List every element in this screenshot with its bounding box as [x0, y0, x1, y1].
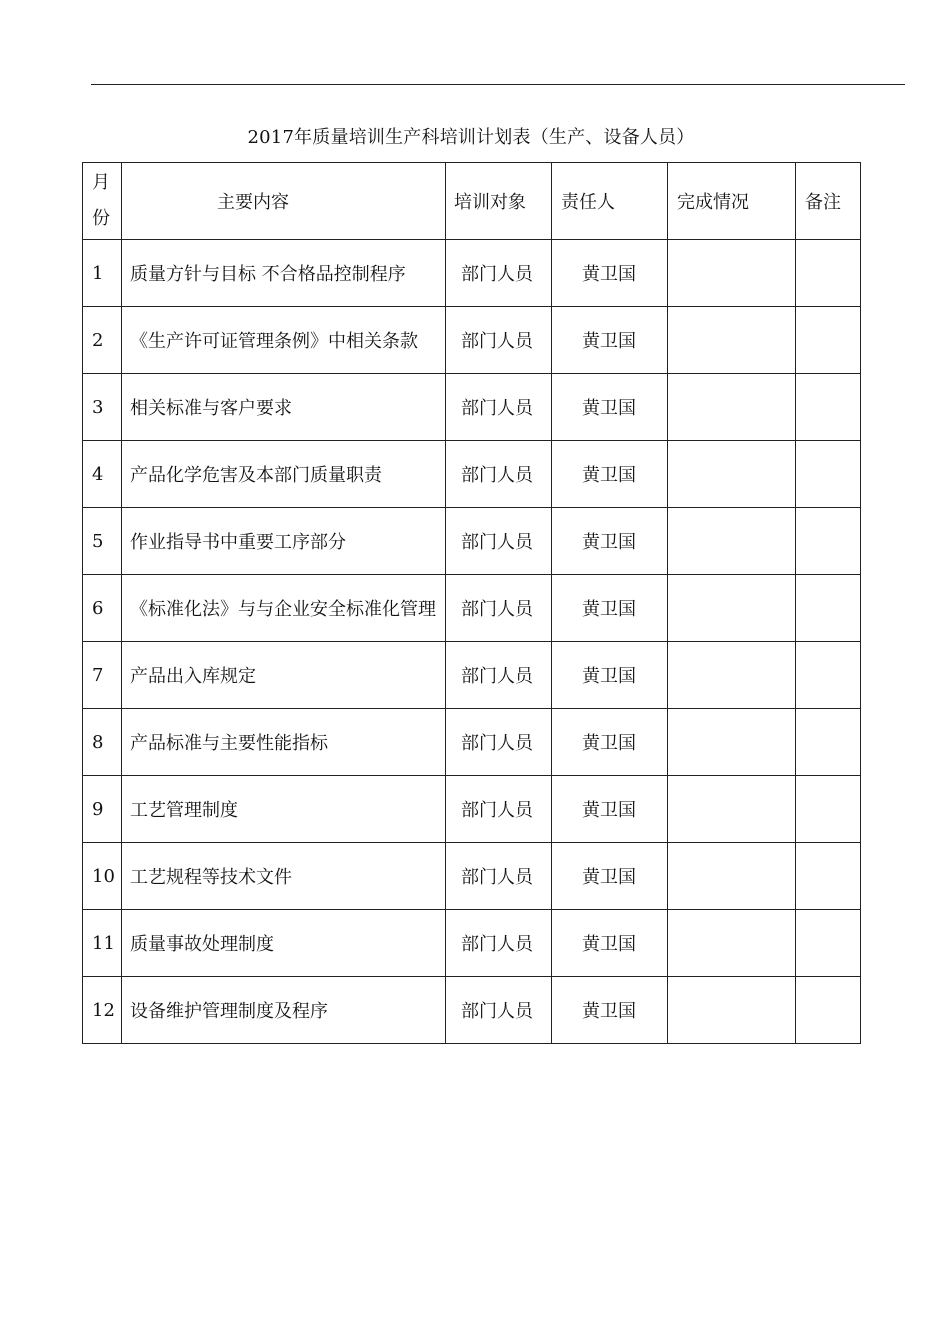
cell-status — [668, 843, 796, 910]
cell-status — [668, 776, 796, 843]
cell-month: 7 — [83, 642, 122, 709]
table-row — [83, 374, 861, 441]
cell-month: 1 — [83, 240, 122, 307]
cell-content: 相关标准与客户要求 — [122, 374, 446, 441]
cell-note — [796, 977, 861, 1044]
cell-status — [668, 709, 796, 776]
cell-status — [668, 307, 796, 374]
table-body — [83, 240, 861, 1044]
cell-status — [668, 508, 796, 575]
cell-status — [668, 642, 796, 709]
cell-target: 部门人员 — [446, 374, 552, 441]
cell-note — [796, 240, 861, 307]
cell-target: 部门人员 — [446, 642, 552, 709]
cell-note — [796, 776, 861, 843]
table-row — [83, 441, 861, 508]
cell-note — [796, 910, 861, 977]
cell-status — [668, 441, 796, 508]
cell-month: 2 — [83, 307, 122, 374]
cell-content: 设备维护管理制度及程序 — [122, 977, 446, 1044]
header-owner: 责任人 — [552, 163, 668, 240]
document-title: 2017年质量培训生产科培训计划表（生产、设备人员） — [247, 127, 695, 148]
cell-note — [796, 843, 861, 910]
cell-target: 部门人员 — [446, 307, 552, 374]
cell-owner: 黄卫国 — [552, 307, 668, 374]
table-row — [83, 575, 861, 642]
cell-owner: 黄卫国 — [552, 441, 668, 508]
cell-month: 5 — [83, 508, 122, 575]
cell-owner: 黄卫国 — [552, 508, 668, 575]
header-note: 备注 — [796, 163, 861, 240]
cell-month: 12 — [83, 977, 122, 1044]
cell-owner: 黄卫国 — [552, 575, 668, 642]
cell-target: 部门人员 — [446, 240, 552, 307]
header-target: 培训对象 — [446, 163, 552, 240]
table-row — [83, 977, 861, 1044]
cell-owner: 黄卫国 — [552, 374, 668, 441]
cell-owner: 黄卫国 — [552, 910, 668, 977]
cell-month: 9 — [83, 776, 122, 843]
cell-content: 《标准化法》与与企业安全标准化管理 — [122, 575, 446, 642]
cell-owner: 黄卫国 — [552, 642, 668, 709]
cell-month: 10 — [83, 843, 122, 910]
cell-owner: 黄卫国 — [552, 843, 668, 910]
cell-month: 8 — [83, 709, 122, 776]
cell-target: 部门人员 — [446, 441, 552, 508]
table-header-row — [83, 163, 861, 240]
cell-note — [796, 709, 861, 776]
cell-owner: 黄卫国 — [552, 240, 668, 307]
cell-note — [796, 441, 861, 508]
cell-status — [668, 910, 796, 977]
cell-note — [796, 575, 861, 642]
cell-content: 工艺管理制度 — [122, 776, 446, 843]
training-plan-table — [82, 162, 861, 1044]
cell-note — [796, 508, 861, 575]
cell-month: 3 — [83, 374, 122, 441]
cell-month: 6 — [83, 575, 122, 642]
cell-content: 《生产许可证管理条例》中相关条款 — [122, 307, 446, 374]
header-month-line1: 月 — [92, 172, 110, 193]
table-row — [83, 508, 861, 575]
cell-content: 产品标准与主要性能指标 — [122, 709, 446, 776]
cell-note — [796, 642, 861, 709]
cell-content: 质量事故处理制度 — [122, 910, 446, 977]
header-month-line2: 份 — [92, 208, 110, 229]
cell-note — [796, 307, 861, 374]
table-row — [83, 910, 861, 977]
cell-target: 部门人员 — [446, 843, 552, 910]
cell-target: 部门人员 — [446, 575, 552, 642]
table-row — [83, 776, 861, 843]
header-rule — [91, 84, 905, 85]
cell-content: 产品出入库规定 — [122, 642, 446, 709]
cell-target: 部门人员 — [446, 709, 552, 776]
table-row — [83, 642, 861, 709]
cell-month: 11 — [83, 910, 122, 977]
cell-status — [668, 240, 796, 307]
cell-target: 部门人员 — [446, 910, 552, 977]
table-row — [83, 843, 861, 910]
cell-content: 作业指导书中重要工序部分 — [122, 508, 446, 575]
header-month — [83, 163, 122, 240]
cell-target: 部门人员 — [446, 776, 552, 843]
cell-content: 工艺规程等技术文件 — [122, 843, 446, 910]
cell-month: 4 — [83, 441, 122, 508]
table-row — [83, 307, 861, 374]
header-content: 主要内容 — [122, 163, 446, 240]
cell-content: 质量方针与目标 不合格品控制程序 — [122, 240, 446, 307]
header-status: 完成情况 — [668, 163, 796, 240]
table-row — [83, 709, 861, 776]
cell-owner: 黄卫国 — [552, 977, 668, 1044]
cell-owner: 黄卫国 — [552, 709, 668, 776]
cell-note — [796, 374, 861, 441]
cell-status — [668, 374, 796, 441]
cell-target: 部门人员 — [446, 977, 552, 1044]
cell-target: 部门人员 — [446, 508, 552, 575]
cell-status — [668, 575, 796, 642]
cell-content: 产品化学危害及本部门质量职责 — [122, 441, 446, 508]
cell-status — [668, 977, 796, 1044]
table-row — [83, 240, 861, 307]
cell-owner: 黄卫国 — [552, 776, 668, 843]
